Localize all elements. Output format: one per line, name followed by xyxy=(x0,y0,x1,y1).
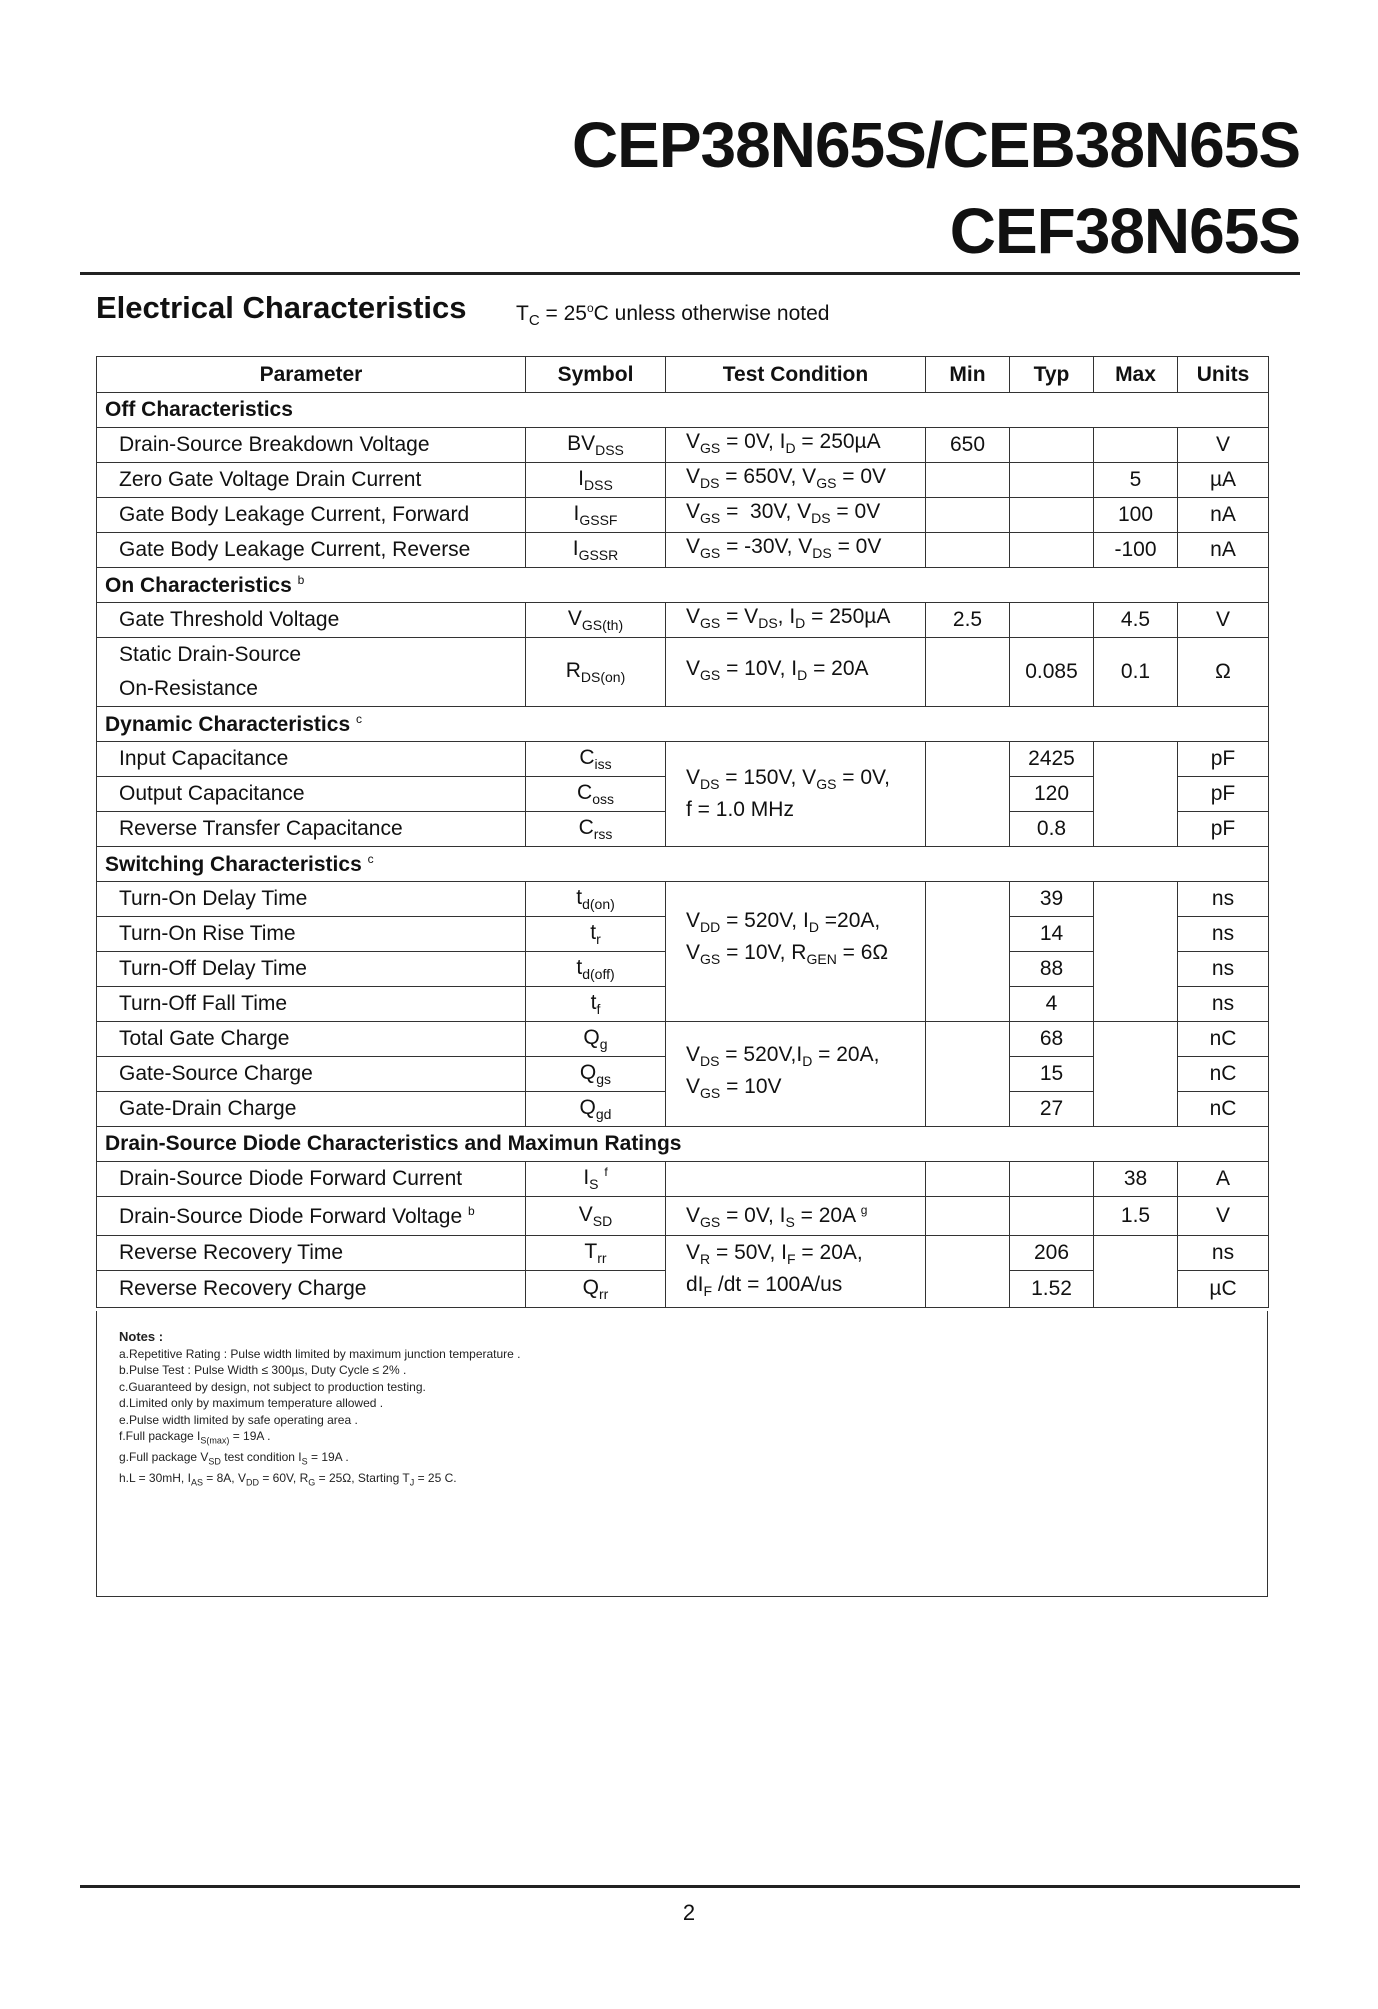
table-row: Turn-On Delay Time $t_{d(on)}$ $V_{DD} = 520V$, $I_D =20A$, $V_{GS} = 10V$, $R_{GEN} = 6\Omega$ 39 ns xyxy=(97,882,1269,917)
table-row: Reverse Transfer Capacitance $C_{rss}$ 0.8 pF xyxy=(97,812,1269,847)
section-heading: Electrical Characteristics xyxy=(96,290,467,325)
note-c: c.Guaranteed by design, not subject to production testing. xyxy=(119,1379,426,1394)
col-min: Min xyxy=(926,357,1010,393)
page-number: 2 xyxy=(682,1900,696,1925)
document-title-line1: CEP38N65S/CEB38N65S xyxy=(571,109,1300,181)
group-row xyxy=(97,847,1269,882)
table-row: Input Capacitance $C_{iss}$ $V_{DS} = 150V$, $V_{GS} = 0V$, f = 1.0 MHz 2425 pF xyxy=(97,742,1269,777)
group-row xyxy=(97,707,1269,742)
table-header-row xyxy=(97,357,1269,393)
header-divider xyxy=(80,272,1300,275)
table-row: Gate Threshold Voltage $V_{GS(th)}$ $V_{GS} = V_{DS}$, $I_D = 250\mu A$ 2.5 4.5 V xyxy=(97,603,1269,638)
table-row: Zero Gate Voltage Drain Current $I_{DSS}$ $V_{DS} = 650V$, $V_{GS} = 0V$ 5 µA xyxy=(97,463,1269,498)
group-dynamic: Dynamic Characteristics $^c$ xyxy=(97,707,1269,742)
notes-box xyxy=(96,1311,1268,1597)
note-f: f.Full package $I_{S(max)} = 19A$ . xyxy=(119,1429,271,1446)
note-g: g.Full package $V_{SD}$ test condition $I_S = 19A$ . xyxy=(119,1449,349,1467)
table-row: Turn-Off Delay Time $t_{d(off)}$ 88 ns xyxy=(97,952,1269,987)
col-symbol: Symbol xyxy=(526,357,666,393)
document-title-line2: CEF38N65S xyxy=(949,195,1300,267)
table-row: Gate-Drain Charge $Q_{gd}$ 27 nC xyxy=(97,1092,1269,1127)
note-e: e.Pulse width limited by safe operating area . xyxy=(119,1412,358,1427)
group-diode: Drain-Source Diode Characteristics and Maximun Ratings xyxy=(97,1127,1269,1162)
note-d: d.Limited only by maximum temperature allowed . xyxy=(119,1396,384,1410)
table-row: Output Capacitance $C_{oss}$ 120 pF xyxy=(97,777,1269,812)
group-on: On Characteristics $^b$ xyxy=(97,568,1269,603)
group-off: Off Characteristics xyxy=(97,393,1269,428)
group-switching: Switching Characteristics $^c$ xyxy=(97,847,1269,882)
note-b: b.Pulse Test : Pulse Width ≤ 300µs, Duty Cycle ≤ 2% . xyxy=(119,1363,407,1377)
table-row: Turn-Off Fall Time $t_f$ 4 ns xyxy=(97,987,1269,1022)
electrical-characteristics-table xyxy=(96,356,1269,1308)
col-typ: Typ xyxy=(1010,357,1094,393)
table-row: Gate Body Leakage Current, Reverse $I_{GSSR}$ $V_{GS} = -30V$, $V_{DS} = 0V$ -100 nA xyxy=(97,533,1269,568)
col-parameter: Parameter xyxy=(97,357,526,393)
group-row xyxy=(97,568,1269,603)
group-row xyxy=(97,1127,1269,1162)
table-row: Drain-Source Breakdown Voltage $BV_{DSS}$ $V_{GS} = 0V$, $I_D = 250\mu A$ 650 V xyxy=(97,428,1269,463)
table-row: Static Drain-Source On-Resistance $R_{DS(on)}$ $V_{GS} = 10V$, $I_D = 20A$ 0.085 0.1 Ω xyxy=(97,638,1269,707)
col-test-condition: Test Condition xyxy=(666,357,926,393)
notes xyxy=(119,1329,521,1491)
table-row: Gate Body Leakage Current, Forward $I_{GSSF}$ $V_{GS} = 30V$, $V_{DS} = 0V$ 100 nA xyxy=(97,498,1269,533)
table-row: Total Gate Charge $Q_g$ $V_{DS} = 520V,I_D = 20A$, $V_{GS} = 10V$ 68 nC xyxy=(97,1022,1269,1057)
table-row: Drain-Source Diode Forward Voltage $^b$ $V_{SD}$ $V_{GS} = 0V$, $I_S = 20A$ $^g$ 1.5 V xyxy=(97,1197,1269,1236)
footer-divider xyxy=(80,1885,1300,1888)
note-h: h.L = 30mH, $I_{AS} = 8A$, $V_{DD} = 60V$, $R_G = 25\Omega$, Starting $T_J = 25$ C. xyxy=(119,1470,457,1488)
col-units: Units xyxy=(1178,357,1269,393)
notes-title: Notes : xyxy=(119,1329,164,1344)
section-condition: $T_C = 25^oC$ unless otherwise noted xyxy=(516,301,830,330)
col-max: Max xyxy=(1094,357,1178,393)
table-row: Reverse Recovery Time $T_{rr}$ $V_R = 50V$, $I_F = 20A$, $dI_F$ /dt = 100A/us 206 ns xyxy=(97,1236,1269,1271)
table-row: Gate-Source Charge $Q_{gs}$ 15 nC xyxy=(97,1057,1269,1092)
note-a: a.Repetitive Rating : Pulse width limited by maximum junction temperature . xyxy=(119,1346,521,1361)
table-row: Reverse Recovery Charge $Q_{rr}$ 1.52 µC xyxy=(97,1271,1269,1308)
table-row: Drain-Source Diode Forward Current $I_S$ $^f$ 38 A xyxy=(97,1162,1269,1197)
table-row: Turn-On Rise Time $t_r$ 14 ns xyxy=(97,917,1269,952)
group-row xyxy=(97,393,1269,428)
